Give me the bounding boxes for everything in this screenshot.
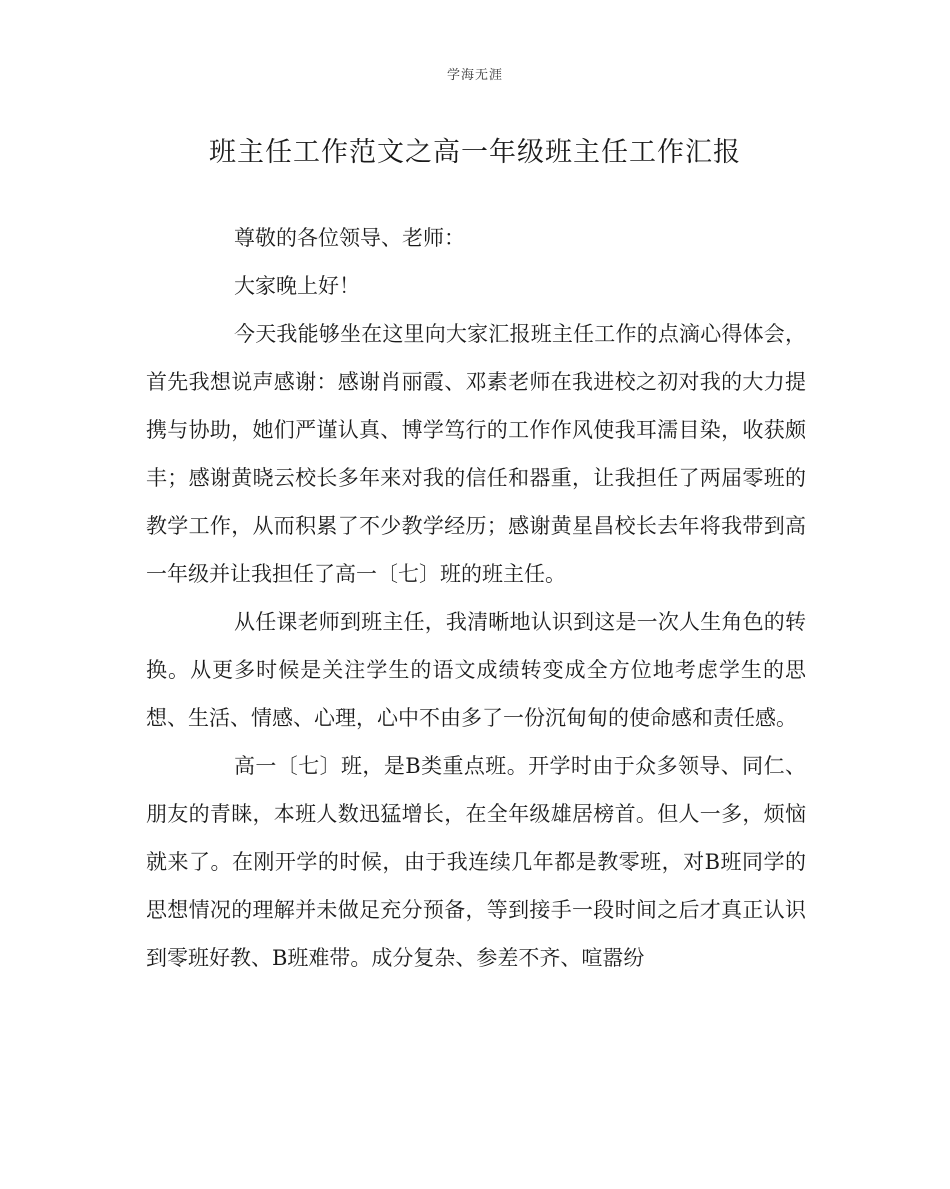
salutation: 尊敬的各位领导、老师： bbox=[234, 226, 465, 250]
greeting: 大家晚上好！ bbox=[234, 274, 360, 298]
paragraph-role-change: 从任课老师到班主任，我清晰地认识到这是一次人生角色的转换。从更多时候是关注学生的语文成绩转变成全方位地考虑学生的思想、生活、情感、心理，心中不由多了一份沉甸甸的使命感和责任感。 bbox=[146, 610, 806, 730]
document-body bbox=[146, 214, 806, 982]
paragraph-class-intro: 高一〔七〕班，是B类重点班。开学时由于众多领导、同仁、朋友的青睐，本班人数迅猛增长，在全年级雄居榜首。但人一多，烦恼就来了。在刚开学的时候，由于我连续几年都是教零班，对B班同学的思想情况的理解并未做足充分预备，等到接手一段时间之后才真正认识到零班好教、B班难带。成分复杂、参差不齐、喧嚣纷 bbox=[146, 754, 806, 970]
running-header: 学海无涯 bbox=[446, 68, 503, 83]
paragraph-thanks: 今天我能够坐在这里向大家汇报班主任工作的点滴心得体会，首先我想说声感谢：感谢肖丽霞、邓素老师在我进校之初对我的大力提携与协助，她们严谨认真、博学笃行的工作作风使我耳濡目染，收获颇丰；感谢黄晓云校长多年来对我的信任和器重，让我担任了两届零班的教学工作，从而积累了不少教学经历；感谢黄星昌校长去年将我带到高一年级并让我担任了高一〔七〕班的班主任。 bbox=[146, 322, 806, 586]
document-title: 班主任工作范文之高一年级班主任工作汇报 bbox=[209, 137, 741, 168]
